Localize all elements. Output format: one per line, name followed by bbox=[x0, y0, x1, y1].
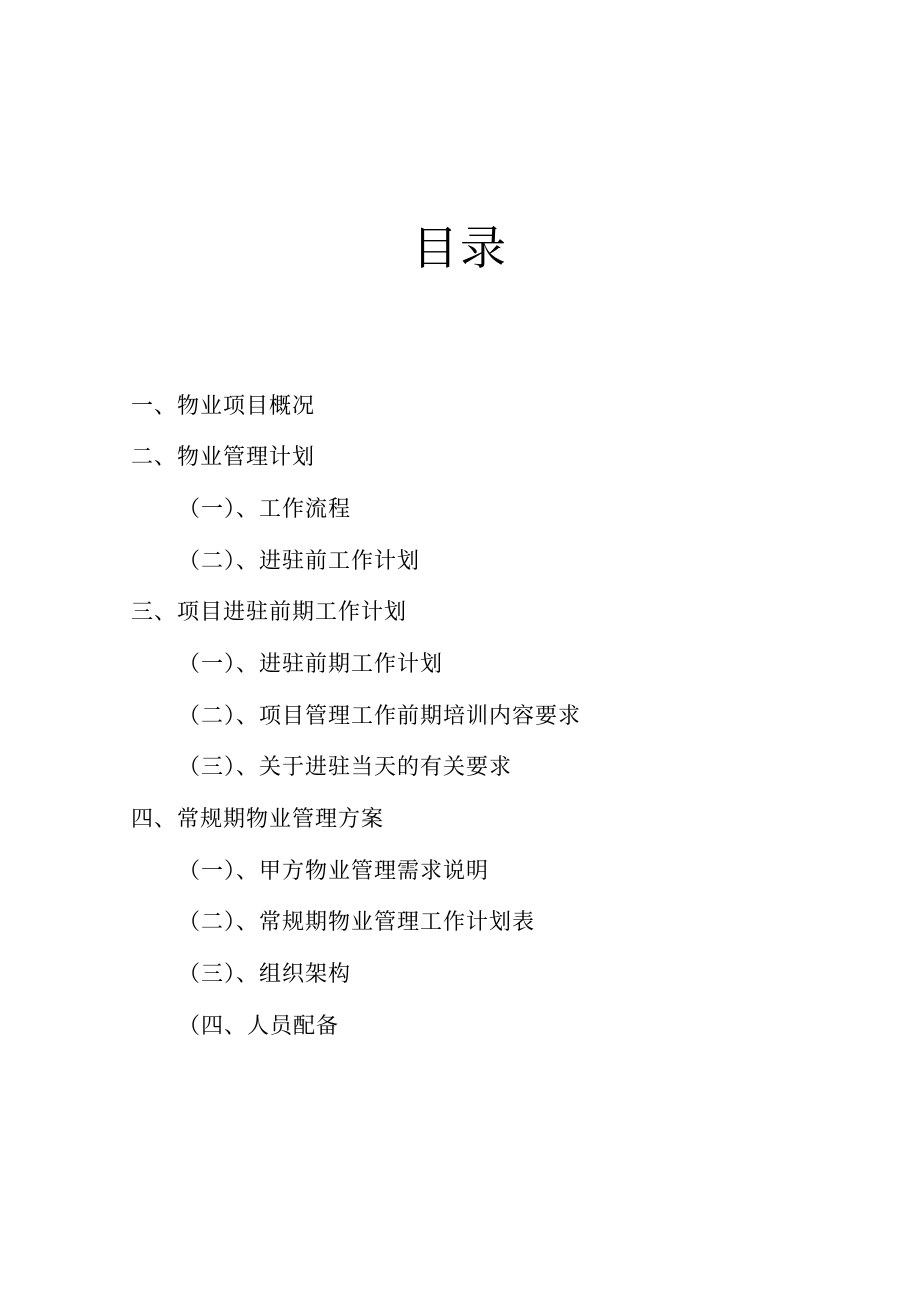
toc-section-1: 一、物业项目概况 bbox=[131, 394, 316, 419]
toc-subsection-3-1: （一）、进驻前期工作计划 bbox=[178, 652, 444, 677]
toc-subsection-3-2: （二）、项目管理工作前期培训内容要求 bbox=[178, 704, 582, 729]
toc-section-4: 四、常规期物业管理方案 bbox=[131, 807, 385, 832]
toc-subsection-4-1: （一）、甲方物业管理需求说明 bbox=[178, 859, 490, 884]
toc-subsection-2-2: （二）、进驻前工作计划 bbox=[178, 549, 421, 574]
toc-subsection-4-3: （三）、组织架构 bbox=[178, 962, 352, 987]
page-title: 目录 bbox=[412, 221, 508, 275]
toc-subsection-4-4: （四、人员配备 bbox=[178, 1014, 340, 1039]
toc-section-2: 二、物业管理计划 bbox=[131, 445, 316, 470]
toc-section-3: 三、项目进驻前期工作计划 bbox=[131, 600, 408, 625]
toc-subsection-4-2: （二）、常规期物业管理工作计划表 bbox=[178, 910, 536, 935]
toc-subsection-3-3: （三）、关于进驻当天的有关要求 bbox=[178, 755, 513, 780]
toc-subsection-2-1: （一）、工作流程 bbox=[178, 497, 352, 522]
